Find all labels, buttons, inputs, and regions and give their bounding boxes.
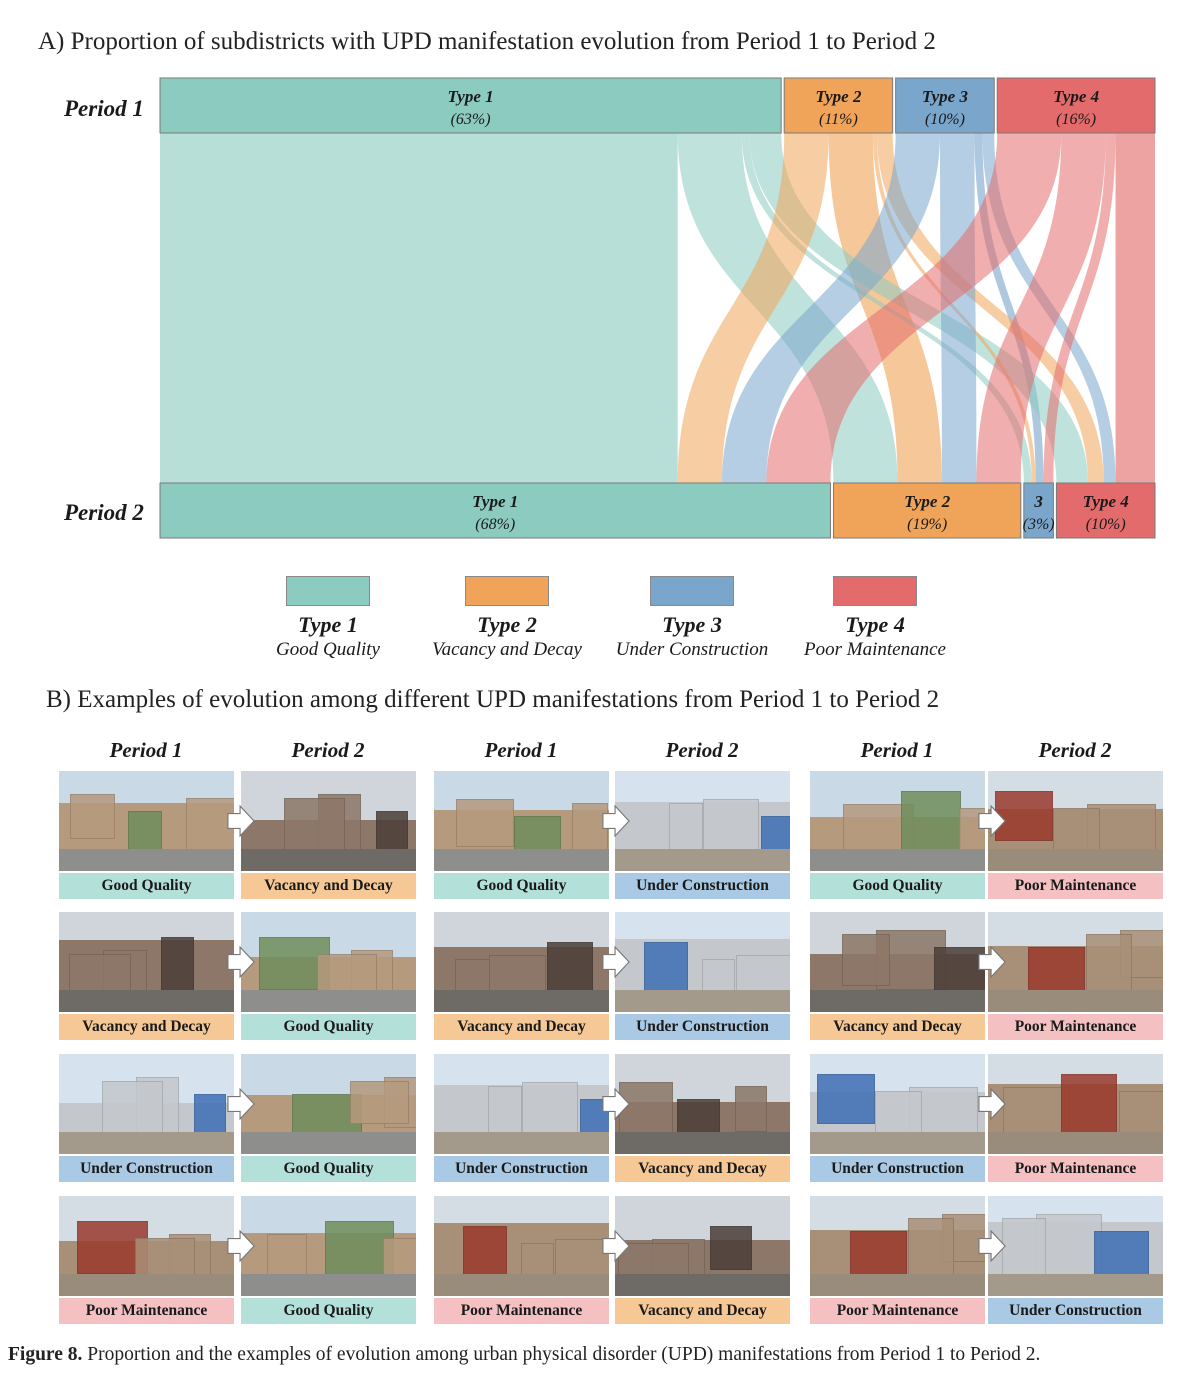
example-r4c1-period2 xyxy=(241,1196,416,1324)
street-photo xyxy=(615,1196,790,1296)
period-2-label: Period 2 xyxy=(64,500,144,525)
street-photo xyxy=(241,912,416,1012)
column-header-3: Period 1 xyxy=(484,738,558,762)
transition-arrow-icon xyxy=(227,804,255,838)
legend-type: Type 1 xyxy=(298,612,358,637)
example-r2c2-period2 xyxy=(615,912,790,1040)
column-header-4: Period 2 xyxy=(665,738,739,762)
flow-type4-to-type4 xyxy=(1116,133,1155,483)
period2-pct-type1: (68%) xyxy=(475,516,516,533)
panel-a-title: A) Proportion of subdistricts with UPD manifestation evolution from Period 1 to Period 2 xyxy=(38,28,936,55)
transition-arrow-icon xyxy=(602,804,630,838)
category-label: Poor Maintenance xyxy=(988,1014,1163,1040)
legend-item-3 xyxy=(597,576,787,661)
period1-label-type2: Type 2 xyxy=(815,87,862,106)
legend-desc: Poor Maintenance xyxy=(804,639,946,660)
column-header-2: Period 2 xyxy=(291,738,365,762)
example-r3c3-period2 xyxy=(988,1054,1163,1182)
period2-label-type3: 3 xyxy=(1034,492,1043,511)
column-header-6: Period 2 xyxy=(1038,738,1112,762)
category-label: Poor Maintenance xyxy=(810,1298,985,1324)
period1-label-type3: Type 3 xyxy=(921,87,968,106)
transition-arrow-icon xyxy=(602,1229,630,1263)
category-label: Good Quality xyxy=(241,1156,416,1182)
street-photo xyxy=(810,771,985,871)
period1-pct-type4: (16%) xyxy=(1056,111,1097,128)
legend-desc: Good Quality xyxy=(276,639,380,660)
category-label: Good Quality xyxy=(241,1014,416,1040)
period2-label-type1: Type 1 xyxy=(472,492,519,511)
street-photo xyxy=(241,771,416,871)
flow-type1-to-type1 xyxy=(160,133,678,483)
street-photo xyxy=(59,1054,234,1154)
category-label: Good Quality xyxy=(434,873,609,899)
transition-arrow-icon xyxy=(978,945,1006,979)
example-r4c3-period1 xyxy=(810,1196,985,1324)
example-r4c2-period2 xyxy=(615,1196,790,1324)
street-photo xyxy=(810,912,985,1012)
legend-desc: Under Construction xyxy=(615,639,769,660)
period1-node-type2 xyxy=(784,78,892,133)
example-r4c2-period1 xyxy=(434,1196,609,1324)
legend-item-1 xyxy=(233,576,423,661)
period-1-label: Period 1 xyxy=(64,96,144,121)
category-label: Vacancy and Decay xyxy=(615,1156,790,1182)
period1-pct-type3: (10%) xyxy=(924,111,965,128)
street-photo xyxy=(241,1196,416,1296)
period1-node-type3 xyxy=(896,78,995,133)
category-label: Vacancy and Decay xyxy=(615,1298,790,1324)
legend-desc: Vacancy and Decay xyxy=(432,639,582,660)
street-photo xyxy=(434,912,609,1012)
street-photo xyxy=(59,771,234,871)
street-photo xyxy=(59,912,234,1012)
legend-swatch xyxy=(286,576,370,606)
category-label: Poor Maintenance xyxy=(988,1156,1163,1182)
legend-swatch xyxy=(465,576,549,606)
transition-arrow-icon xyxy=(602,1087,630,1121)
period2-node-type4 xyxy=(1056,483,1155,538)
period2-label-type4: Type 4 xyxy=(1082,492,1129,511)
category-label: Vacancy and Decay xyxy=(59,1014,234,1040)
figure-number: Figure 8. xyxy=(8,1344,83,1365)
example-r1c1-period1 xyxy=(59,771,234,899)
category-label: Vacancy and Decay xyxy=(810,1014,985,1040)
street-photo xyxy=(988,912,1163,1012)
legend-item-4 xyxy=(780,576,970,661)
legend-swatch xyxy=(833,576,917,606)
street-photo xyxy=(988,1196,1163,1296)
sankey-chart xyxy=(0,0,1197,560)
transition-arrow-icon xyxy=(978,804,1006,838)
caption-text: Proportion and the examples of evolution among urban physical disorder (UPD) manifestations from Period 1 to Period 2. xyxy=(87,1344,1041,1365)
example-r3c1-period1 xyxy=(59,1054,234,1182)
legend-type: Type 4 xyxy=(845,612,905,637)
example-r1c3-period2 xyxy=(988,771,1163,899)
transition-arrow-icon xyxy=(227,1087,255,1121)
category-label: Vacancy and Decay xyxy=(241,873,416,899)
example-r3c1-period2 xyxy=(241,1054,416,1182)
transition-arrow-icon xyxy=(978,1229,1006,1263)
street-photo xyxy=(810,1196,985,1296)
transition-arrow-icon xyxy=(602,945,630,979)
example-r1c1-period2 xyxy=(241,771,416,899)
example-r4c1-period1 xyxy=(59,1196,234,1324)
period1-pct-type1: (63%) xyxy=(450,111,491,128)
category-label: Under Construction xyxy=(810,1156,985,1182)
legend-type: Type 2 xyxy=(477,612,537,637)
street-photo xyxy=(241,1054,416,1154)
category-label: Under Construction xyxy=(59,1156,234,1182)
column-header-5: Period 1 xyxy=(860,738,934,762)
street-photo xyxy=(615,771,790,871)
example-r2c1-period2 xyxy=(241,912,416,1040)
street-photo xyxy=(810,1054,985,1154)
street-photo xyxy=(434,1196,609,1296)
period2-label-type2: Type 2 xyxy=(904,492,951,511)
category-label: Vacancy and Decay xyxy=(434,1014,609,1040)
example-r4c3-period2 xyxy=(988,1196,1163,1324)
example-r1c2-period2 xyxy=(615,771,790,899)
panel-b-title: B) Examples of evolution among different UPD manifestations from Period 1 to Period 2 xyxy=(46,686,940,713)
street-photo xyxy=(615,1054,790,1154)
street-photo xyxy=(988,771,1163,871)
example-r3c2-period2 xyxy=(615,1054,790,1182)
period1-pct-type2: (11%) xyxy=(819,111,858,128)
sankey-flows xyxy=(160,133,1155,483)
street-photo xyxy=(59,1196,234,1296)
legend-type: Type 3 xyxy=(662,612,722,637)
category-label: Under Construction xyxy=(615,1014,790,1040)
example-r1c3-period1 xyxy=(810,771,985,899)
transition-arrow-icon xyxy=(227,945,255,979)
category-label: Under Construction xyxy=(988,1298,1163,1324)
example-r2c2-period1 xyxy=(434,912,609,1040)
period2-node-type2 xyxy=(833,483,1020,538)
period2-node-type1 xyxy=(160,483,830,538)
example-r1c2-period1 xyxy=(434,771,609,899)
example-r2c3-period1 xyxy=(810,912,985,1040)
period1-label-type1: Type 1 xyxy=(447,87,494,106)
period2-pct-type2: (19%) xyxy=(907,516,948,533)
column-header-1: Period 1 xyxy=(109,738,183,762)
example-r3c3-period1 xyxy=(810,1054,985,1182)
street-photo xyxy=(988,1054,1163,1154)
period2-pct-type4: (10%) xyxy=(1085,516,1126,533)
street-photo xyxy=(615,912,790,1012)
example-r2c1-period1 xyxy=(59,912,234,1040)
period1-label-type4: Type 4 xyxy=(1053,87,1100,106)
period2-pct-type3: (3%) xyxy=(1022,516,1055,533)
category-label: Good Quality xyxy=(59,873,234,899)
period1-node-type4 xyxy=(997,78,1155,133)
street-photo xyxy=(434,771,609,871)
category-label: Good Quality xyxy=(241,1298,416,1324)
period1-node-type1 xyxy=(160,78,781,133)
period2-node-type3 xyxy=(1023,483,1055,538)
category-label: Poor Maintenance xyxy=(988,873,1163,899)
category-label: Poor Maintenance xyxy=(59,1298,234,1324)
legend-item-2 xyxy=(412,576,602,661)
example-r3c2-period1 xyxy=(434,1054,609,1182)
category-label: Under Construction xyxy=(434,1156,609,1182)
example-r2c3-period2 xyxy=(988,912,1163,1040)
category-label: Good Quality xyxy=(810,873,985,899)
transition-arrow-icon xyxy=(227,1229,255,1263)
legend-swatch xyxy=(650,576,734,606)
transition-arrow-icon xyxy=(978,1087,1006,1121)
category-label: Under Construction xyxy=(615,873,790,899)
street-photo xyxy=(434,1054,609,1154)
figure-caption xyxy=(8,1344,1040,1366)
category-label: Poor Maintenance xyxy=(434,1298,609,1324)
